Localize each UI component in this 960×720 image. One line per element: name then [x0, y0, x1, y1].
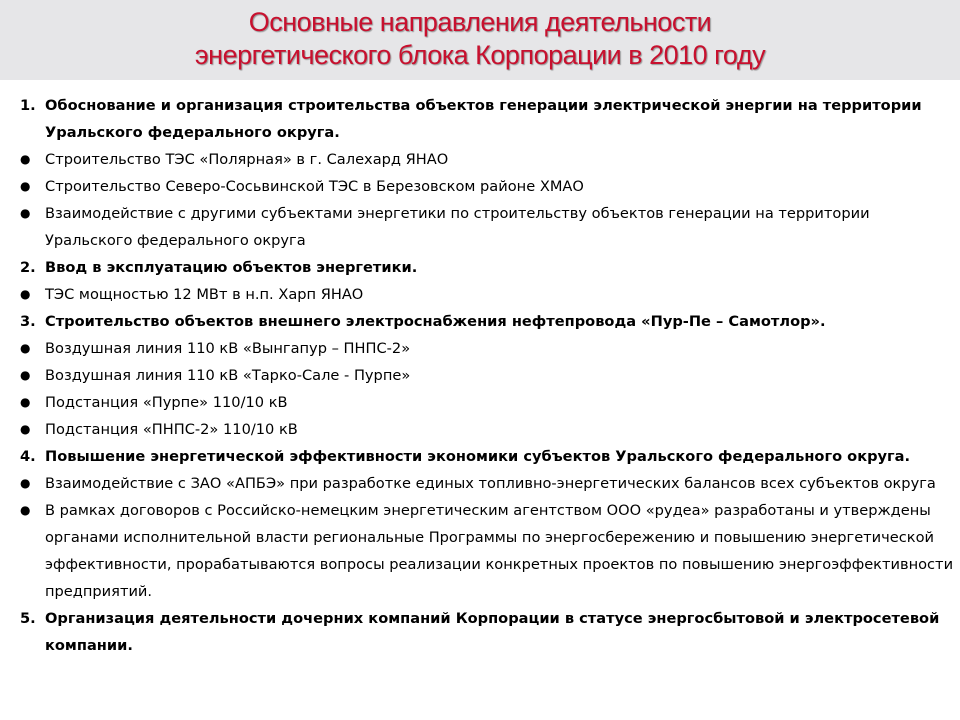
list-item [20, 335, 960, 362]
section-heading-1 [20, 92, 960, 146]
list-item-text: В рамках договоров с Российско-немецким энергетическим агентством ООО «рудеа» разработаны и утверждены органами исполнительной власти региональные Программы по энергосбережению и повышению энергетической эффективности, прорабатываются вопросы реализации конкретных проектов по повышению энергоэффективности предприятий. [45, 502, 954, 600]
list-item [20, 362, 960, 389]
list-item-text: Подстанция «ПНПС-2» 110/10 кВ [45, 421, 298, 438]
section-heading-text: Обоснование и организация строительства объектов генерации электрической энергии на территории Уральского федерального округа. [45, 97, 922, 141]
list-item [20, 281, 960, 308]
slide-title-line-2: энергетического блока Корпорации в 2010 году [194, 40, 766, 70]
list-item-text: ТЭС мощностью 12 МВт в н.п. Харп ЯНАО [45, 286, 364, 303]
list-item-text: Взаимодействие с другими субъектами энергетики по строительству объектов генерации на территории Уральского федерального округа [45, 205, 870, 249]
bullet-icon: ● [20, 341, 31, 355]
section-heading-text: Ввод в эксплуатацию объектов энергетики. [45, 259, 418, 276]
bullet-icon: ● [20, 179, 31, 193]
list-item [20, 497, 960, 605]
list-item-text: Воздушная линия 110 кВ «Тарко-Сале - Пурпе» [45, 367, 411, 384]
list-item-text: Строительство Северо-Сосьвинской ТЭС в Березовском районе ХМАО [45, 178, 584, 195]
list-number: 5. [20, 610, 36, 627]
section-heading-2 [20, 254, 960, 281]
list-item [20, 146, 960, 173]
list-item [20, 416, 960, 443]
list-number: 1. [20, 97, 36, 114]
section-heading-5 [20, 605, 960, 659]
list-item-text: Взаимодействие с ЗАО «АПБЭ» при разработке единых топливно-энергетических балансов всех субъектов округа [45, 475, 936, 492]
list-item [20, 389, 960, 416]
title-banner [0, 0, 960, 80]
section-heading-text: Строительство объектов внешнего электроснабжения нефтепровода «Пур-Пе – Самотлор». [45, 313, 826, 330]
list-item [20, 470, 960, 497]
activity-list [20, 92, 960, 659]
slide-title [0, 6, 960, 72]
bullet-icon: ● [20, 287, 31, 301]
section-heading-4 [20, 443, 960, 470]
bullet-icon: ● [20, 368, 31, 382]
section-heading-text: Повышение энергетической эффективности экономики субъектов Уральского федерального округа. [45, 448, 911, 465]
list-item [20, 173, 960, 200]
list-number: 3. [20, 313, 36, 330]
bullet-icon: ● [20, 476, 31, 490]
list-item-text: Воздушная линия 110 кВ «Вынгапур – ПНПС-2» [45, 340, 411, 357]
bullet-icon: ● [20, 206, 31, 220]
list-item-text: Подстанция «Пурпе» 110/10 кВ [45, 394, 288, 411]
list-number: 2. [20, 259, 36, 276]
list-item [20, 200, 960, 254]
slide-title-line-1: Основные направления деятельности [248, 7, 712, 37]
bullet-icon: ● [20, 152, 31, 166]
list-item-text: Строительство ТЭС «Полярная» в г. Салехард ЯНАО [45, 151, 449, 168]
section-heading-text: Организация деятельности дочерних компаний Корпорации в статусе энергосбытовой и электросетевой компании. [45, 610, 940, 654]
section-heading-3 [20, 308, 960, 335]
bullet-icon: ● [20, 503, 31, 517]
bullet-icon: ● [20, 395, 31, 409]
bullet-icon: ● [20, 422, 31, 436]
list-number: 4. [20, 448, 36, 465]
